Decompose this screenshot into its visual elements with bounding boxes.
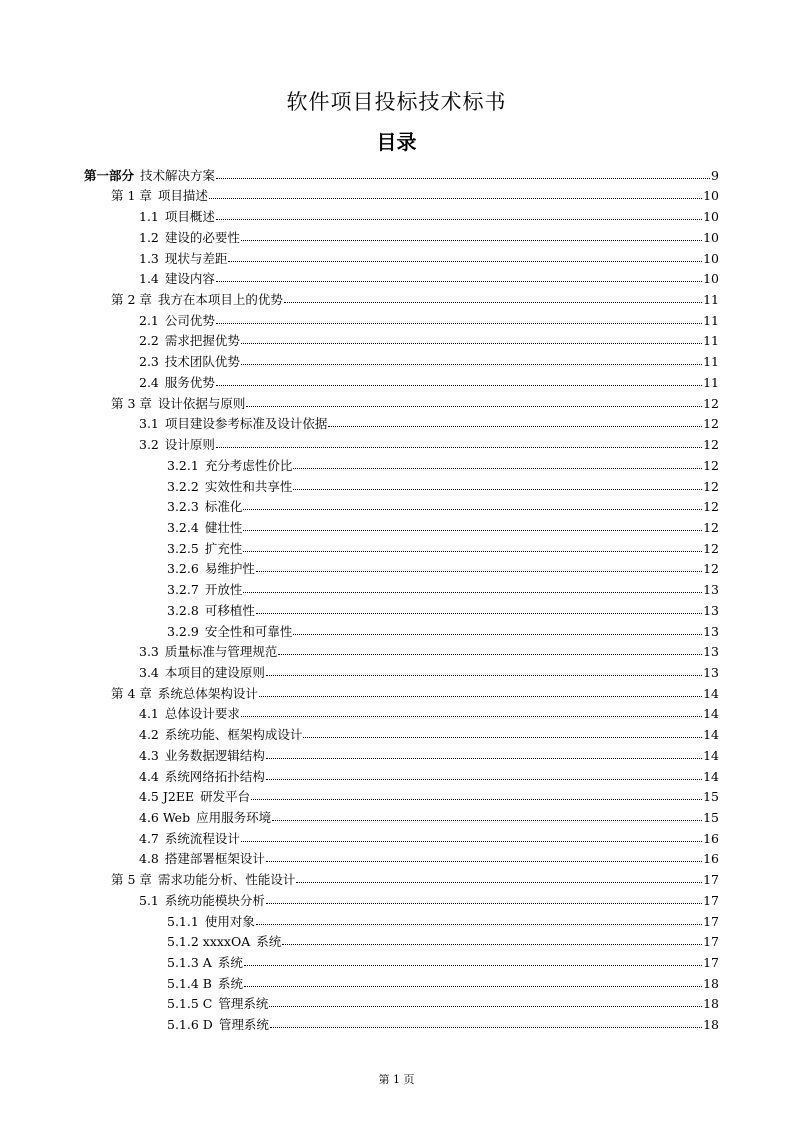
toc-entry-number: 4.2 [139, 727, 159, 743]
toc-entry[interactable] [0, 1011, 793, 1032]
toc-entry-label: 本项目的建设原则 [164, 664, 265, 680]
toc-entry[interactable] [0, 556, 793, 577]
toc-entry-number: 5.1.6 D [167, 1017, 213, 1033]
toc-entry[interactable] [0, 494, 793, 515]
toc-entry[interactable] [0, 514, 793, 535]
toc-entry-number: 5.1.2 xxxxOA [167, 934, 251, 950]
toc-heading: 目录 [376, 130, 417, 154]
toc-entry-page: 15 [703, 810, 719, 825]
toc-entry-page: 11 [703, 292, 719, 308]
toc-entry[interactable] [0, 618, 793, 639]
toc-entry-number: 3.2.9 [167, 623, 199, 639]
toc-dot-leader [241, 342, 702, 344]
toc-entry-page: 10 [703, 250, 719, 266]
table-of-contents [0, 162, 793, 1032]
toc-entry-page: 12 [703, 499, 719, 515]
document-title: 软件项目投标技术标书 [286, 90, 507, 114]
toc-dot-leader [328, 425, 702, 427]
toc-entry-label: 业务数据逻辑结构 [164, 747, 265, 763]
toc-entry[interactable] [0, 680, 793, 701]
toc-entry-label: 系统功能模块分析 [164, 892, 265, 908]
toc-dot-leader [244, 985, 702, 987]
toc-entry[interactable] [0, 701, 793, 722]
toc-entry-label: 搭建部署框架设计 [164, 851, 265, 867]
toc-entry-page: 14 [703, 768, 719, 784]
toc-entry-page: 12 [703, 561, 719, 577]
toc-entry[interactable] [0, 452, 793, 473]
toc-dot-leader [272, 819, 702, 821]
toc-entry-label: 安全性和可靠性 [204, 623, 293, 639]
toc-entry-label: 研发平台 [200, 789, 251, 805]
toc-entry[interactable] [0, 245, 793, 266]
toc-entry-page: 12 [703, 395, 719, 411]
toc-entry[interactable] [0, 162, 793, 183]
toc-entry-number: 2.4 [139, 374, 159, 390]
toc-dot-leader [241, 363, 702, 365]
toc-entry-number: 3.1 [139, 416, 159, 432]
toc-entry-number: 3.2.8 [167, 602, 199, 618]
toc-dot-leader [209, 197, 702, 199]
toc-entry-page: 13 [703, 623, 719, 639]
toc-dot-leader [241, 840, 702, 842]
toc-entry[interactable] [0, 390, 793, 411]
toc-entry-number: 3.2.3 [167, 499, 199, 515]
toc-entry-label: 系统网络拓扑结构 [164, 768, 265, 784]
toc-entry-page: 17 [703, 892, 719, 908]
toc-dot-leader [216, 218, 702, 220]
toc-entry[interactable] [0, 825, 793, 846]
toc-entry-label: 可移植性 [204, 602, 255, 618]
toc-entry[interactable] [0, 742, 793, 763]
toc-entry[interactable] [0, 224, 793, 245]
toc-dot-leader [266, 860, 702, 862]
toc-entry[interactable] [0, 307, 793, 328]
toc-entry[interactable] [0, 328, 793, 349]
toc-entry[interactable] [0, 535, 793, 556]
toc-dot-leader [216, 280, 702, 282]
toc-dot-leader [246, 405, 702, 407]
toc-dot-leader [278, 653, 702, 655]
toc-entry-number: 2.2 [139, 333, 159, 349]
toc-dot-leader [243, 508, 702, 510]
toc-entry-number: 第 5 章 [111, 872, 152, 888]
toc-entry-label: 公司优势 [164, 312, 215, 328]
toc-entry-page: 9 [711, 167, 719, 183]
toc-entry-number: 4.6 Web [139, 810, 191, 825]
toc-entry-number: 5.1 [139, 892, 159, 908]
toc-dot-leader [266, 757, 702, 759]
toc-entry-page: 18 [703, 996, 719, 1012]
toc-dot-leader [293, 488, 702, 490]
toc-dot-leader [251, 798, 702, 800]
toc-entry-page: 10 [703, 209, 719, 225]
toc-dot-leader [296, 881, 702, 883]
toc-entry[interactable] [0, 970, 793, 991]
toc-entry-label: 需求功能分析、性能设计 [157, 872, 296, 888]
toc-entry-label: 健壮性 [204, 519, 243, 535]
toc-entry-number: 第 4 章 [111, 685, 152, 701]
toc-entry[interactable] [0, 784, 793, 805]
toc-entry-label: 质量标准与管理规范 [164, 644, 278, 660]
toc-dot-leader [256, 923, 702, 925]
toc-entry-number: 1.3 [139, 250, 159, 266]
toc-entry-number: 4.7 [139, 830, 159, 846]
toc-entry-label: 项目概述 [164, 209, 215, 225]
toc-entry[interactable] [0, 369, 793, 390]
toc-entry-label: 系统 [256, 934, 282, 950]
toc-dot-leader [243, 529, 702, 531]
toc-entry-page: 10 [703, 271, 719, 287]
toc-entry[interactable] [0, 597, 793, 618]
toc-entry-label: 项目描述 [157, 188, 208, 204]
toc-entry-number: 3.2.1 [167, 457, 199, 473]
toc-entry-label: 系统功能、框架构成设计 [164, 727, 303, 743]
toc-dot-leader [270, 1026, 702, 1028]
toc-entry-label: 管理系统 [218, 996, 269, 1012]
toc-entry-page: 18 [703, 975, 719, 991]
toc-entry-label: 开放性 [204, 582, 243, 598]
toc-entry-page: 11 [703, 354, 719, 370]
toc-entry[interactable] [0, 348, 793, 369]
toc-entry-label: 系统流程设计 [164, 830, 240, 846]
toc-dot-leader [266, 902, 702, 904]
toc-entry-number: 3.3 [139, 644, 159, 660]
toc-dot-leader [256, 570, 702, 572]
toc-entry-page: 11 [703, 333, 719, 349]
toc-entry-number: 3.2.7 [167, 582, 199, 598]
toc-entry[interactable] [0, 431, 793, 452]
toc-entry-page: 14 [703, 685, 719, 701]
toc-entry-page: 14 [703, 706, 719, 722]
toc-entry-number: 3.2.6 [167, 561, 199, 577]
toc-entry-number: 第 3 章 [111, 395, 152, 411]
toc-entry-label: 现状与差距 [164, 250, 228, 266]
toc-entry-label: 服务优势 [164, 374, 215, 390]
toc-entry-number: 1.4 [139, 271, 159, 287]
toc-entry[interactable] [0, 266, 793, 287]
toc-entry[interactable] [0, 804, 793, 825]
toc-dot-leader [228, 260, 702, 262]
toc-entry-page: 17 [703, 955, 719, 971]
toc-entry-page: 17 [703, 934, 719, 950]
toc-entry-number: 4.5 J2EE [139, 789, 195, 805]
toc-entry-page: 11 [703, 374, 719, 390]
toc-dot-leader [216, 446, 702, 448]
toc-entry-page: 12 [703, 437, 719, 453]
toc-dot-leader [293, 633, 702, 635]
toc-entry-page: 11 [703, 312, 719, 328]
toc-entry[interactable] [0, 411, 793, 432]
toc-entry[interactable] [0, 473, 793, 494]
toc-dot-leader [216, 322, 702, 324]
toc-entry-label: 系统 [217, 975, 243, 991]
toc-entry-page: 10 [703, 229, 719, 245]
toc-dot-leader [256, 612, 702, 614]
toc-dot-leader [243, 591, 702, 593]
page-footer: 第 1 页 [378, 1073, 415, 1086]
toc-entry-number: 3.2.4 [167, 519, 199, 535]
toc-entry[interactable] [0, 991, 793, 1012]
toc-entry-number: 2.3 [139, 354, 159, 370]
toc-entry-page: 12 [703, 416, 719, 432]
toc-dot-leader [241, 239, 702, 241]
toc-entry[interactable] [0, 846, 793, 867]
toc-dot-leader [244, 964, 702, 966]
toc-entry-page: 16 [703, 830, 719, 846]
toc-entry-page: 13 [703, 582, 719, 598]
toc-dot-leader [266, 674, 702, 676]
toc-entry-label: 实效性和共享性 [204, 478, 293, 494]
toc-entry-label: 扩充性 [204, 540, 243, 556]
toc-dot-leader [241, 715, 702, 717]
toc-entry-page: 17 [703, 872, 719, 888]
toc-entry-label: 建设的必要性 [164, 229, 240, 245]
toc-entry-page: 10 [703, 188, 719, 204]
toc-entry-number: 第 2 章 [111, 292, 152, 308]
toc-entry[interactable] [0, 763, 793, 784]
toc-entry-label: 总体设计要求 [164, 706, 240, 722]
toc-entry-number: 第一部分 [84, 167, 135, 183]
toc-entry[interactable] [0, 286, 793, 307]
toc-entry-number: 3.2.2 [167, 478, 199, 494]
toc-entry-number: 5.1.5 C [167, 996, 213, 1012]
toc-entry-label: 系统 [217, 955, 243, 971]
toc-entry[interactable] [0, 866, 793, 887]
toc-entry-number: 第 1 章 [111, 188, 152, 204]
toc-entry-label: 使用对象 [204, 913, 255, 929]
toc-entry-number: 4.1 [139, 706, 159, 722]
toc-entry-number: 1.1 [139, 209, 159, 225]
toc-entry-number: 5.1.4 B [167, 975, 212, 991]
toc-entry-label: 应用服务环境 [196, 810, 272, 825]
toc-entry[interactable] [0, 929, 793, 950]
toc-entry-number: 5.1.3 A [167, 955, 212, 971]
toc-entry-label: 管理系统 [218, 1017, 269, 1033]
toc-entry-label: 充分考虑性价比 [204, 457, 293, 473]
toc-entry-number: 4.4 [139, 768, 159, 784]
toc-dot-leader [269, 1005, 702, 1007]
toc-entry-page: 14 [703, 747, 719, 763]
toc-entry-page: 15 [703, 789, 719, 805]
toc-entry-label: 设计原则 [164, 437, 215, 453]
toc-entry[interactable] [0, 576, 793, 597]
toc-entry[interactable] [0, 721, 793, 742]
toc-entry-label: 项目建设参考标准及设计依据 [164, 416, 328, 432]
toc-dot-leader [266, 778, 702, 780]
toc-dot-leader [293, 467, 702, 469]
toc-entry[interactable] [0, 203, 793, 224]
toc-entry[interactable] [0, 183, 793, 204]
toc-dot-leader [259, 695, 702, 697]
toc-entry-page: 12 [703, 519, 719, 535]
toc-entry-page: 18 [703, 1017, 719, 1033]
toc-entry-number: 4.8 [139, 851, 159, 867]
toc-entry[interactable] [0, 908, 793, 929]
toc-entry-label: 技术团队优势 [164, 354, 240, 370]
toc-entry-page: 13 [703, 602, 719, 618]
toc-entry-number: 3.2.5 [167, 540, 199, 556]
toc-entry[interactable] [0, 887, 793, 908]
toc-entry-number: 4.3 [139, 747, 159, 763]
toc-entry-number: 3.2 [139, 437, 159, 453]
toc-entry-label: 易维护性 [204, 561, 255, 577]
toc-entry-label: 需求把握优势 [164, 333, 240, 349]
toc-entry-page: 12 [703, 457, 719, 473]
toc-entry-label: 建设内容 [164, 271, 215, 287]
toc-dot-leader [216, 177, 710, 179]
toc-entry-label: 技术解决方案 [140, 167, 216, 183]
toc-entry-page: 16 [703, 851, 719, 867]
toc-entry[interactable] [0, 659, 793, 680]
toc-entry-page: 12 [703, 540, 719, 556]
toc-dot-leader [284, 301, 702, 303]
toc-entry-label: 标准化 [204, 499, 243, 515]
toc-entry-number: 1.2 [139, 229, 159, 245]
toc-dot-leader [216, 384, 702, 386]
toc-entry-page: 17 [703, 913, 719, 929]
toc-dot-leader [243, 550, 702, 552]
toc-entry[interactable] [0, 949, 793, 970]
toc-dot-leader [282, 943, 702, 945]
toc-entry[interactable] [0, 639, 793, 660]
toc-entry-number: 3.4 [139, 664, 159, 680]
toc-dot-leader [303, 736, 702, 738]
toc-entry-number: 5.1.1 [167, 913, 199, 929]
toc-entry-page: 13 [703, 644, 719, 660]
toc-entry-label: 我方在本项目上的优势 [157, 292, 283, 308]
toc-entry-label: 系统总体架构设计 [157, 685, 258, 701]
toc-entry-number: 2.1 [139, 312, 159, 328]
toc-entry-page: 14 [703, 727, 719, 743]
toc-entry-page: 13 [703, 664, 719, 680]
toc-entry-page: 12 [703, 478, 719, 494]
toc-entry-label: 设计依据与原则 [157, 395, 246, 411]
